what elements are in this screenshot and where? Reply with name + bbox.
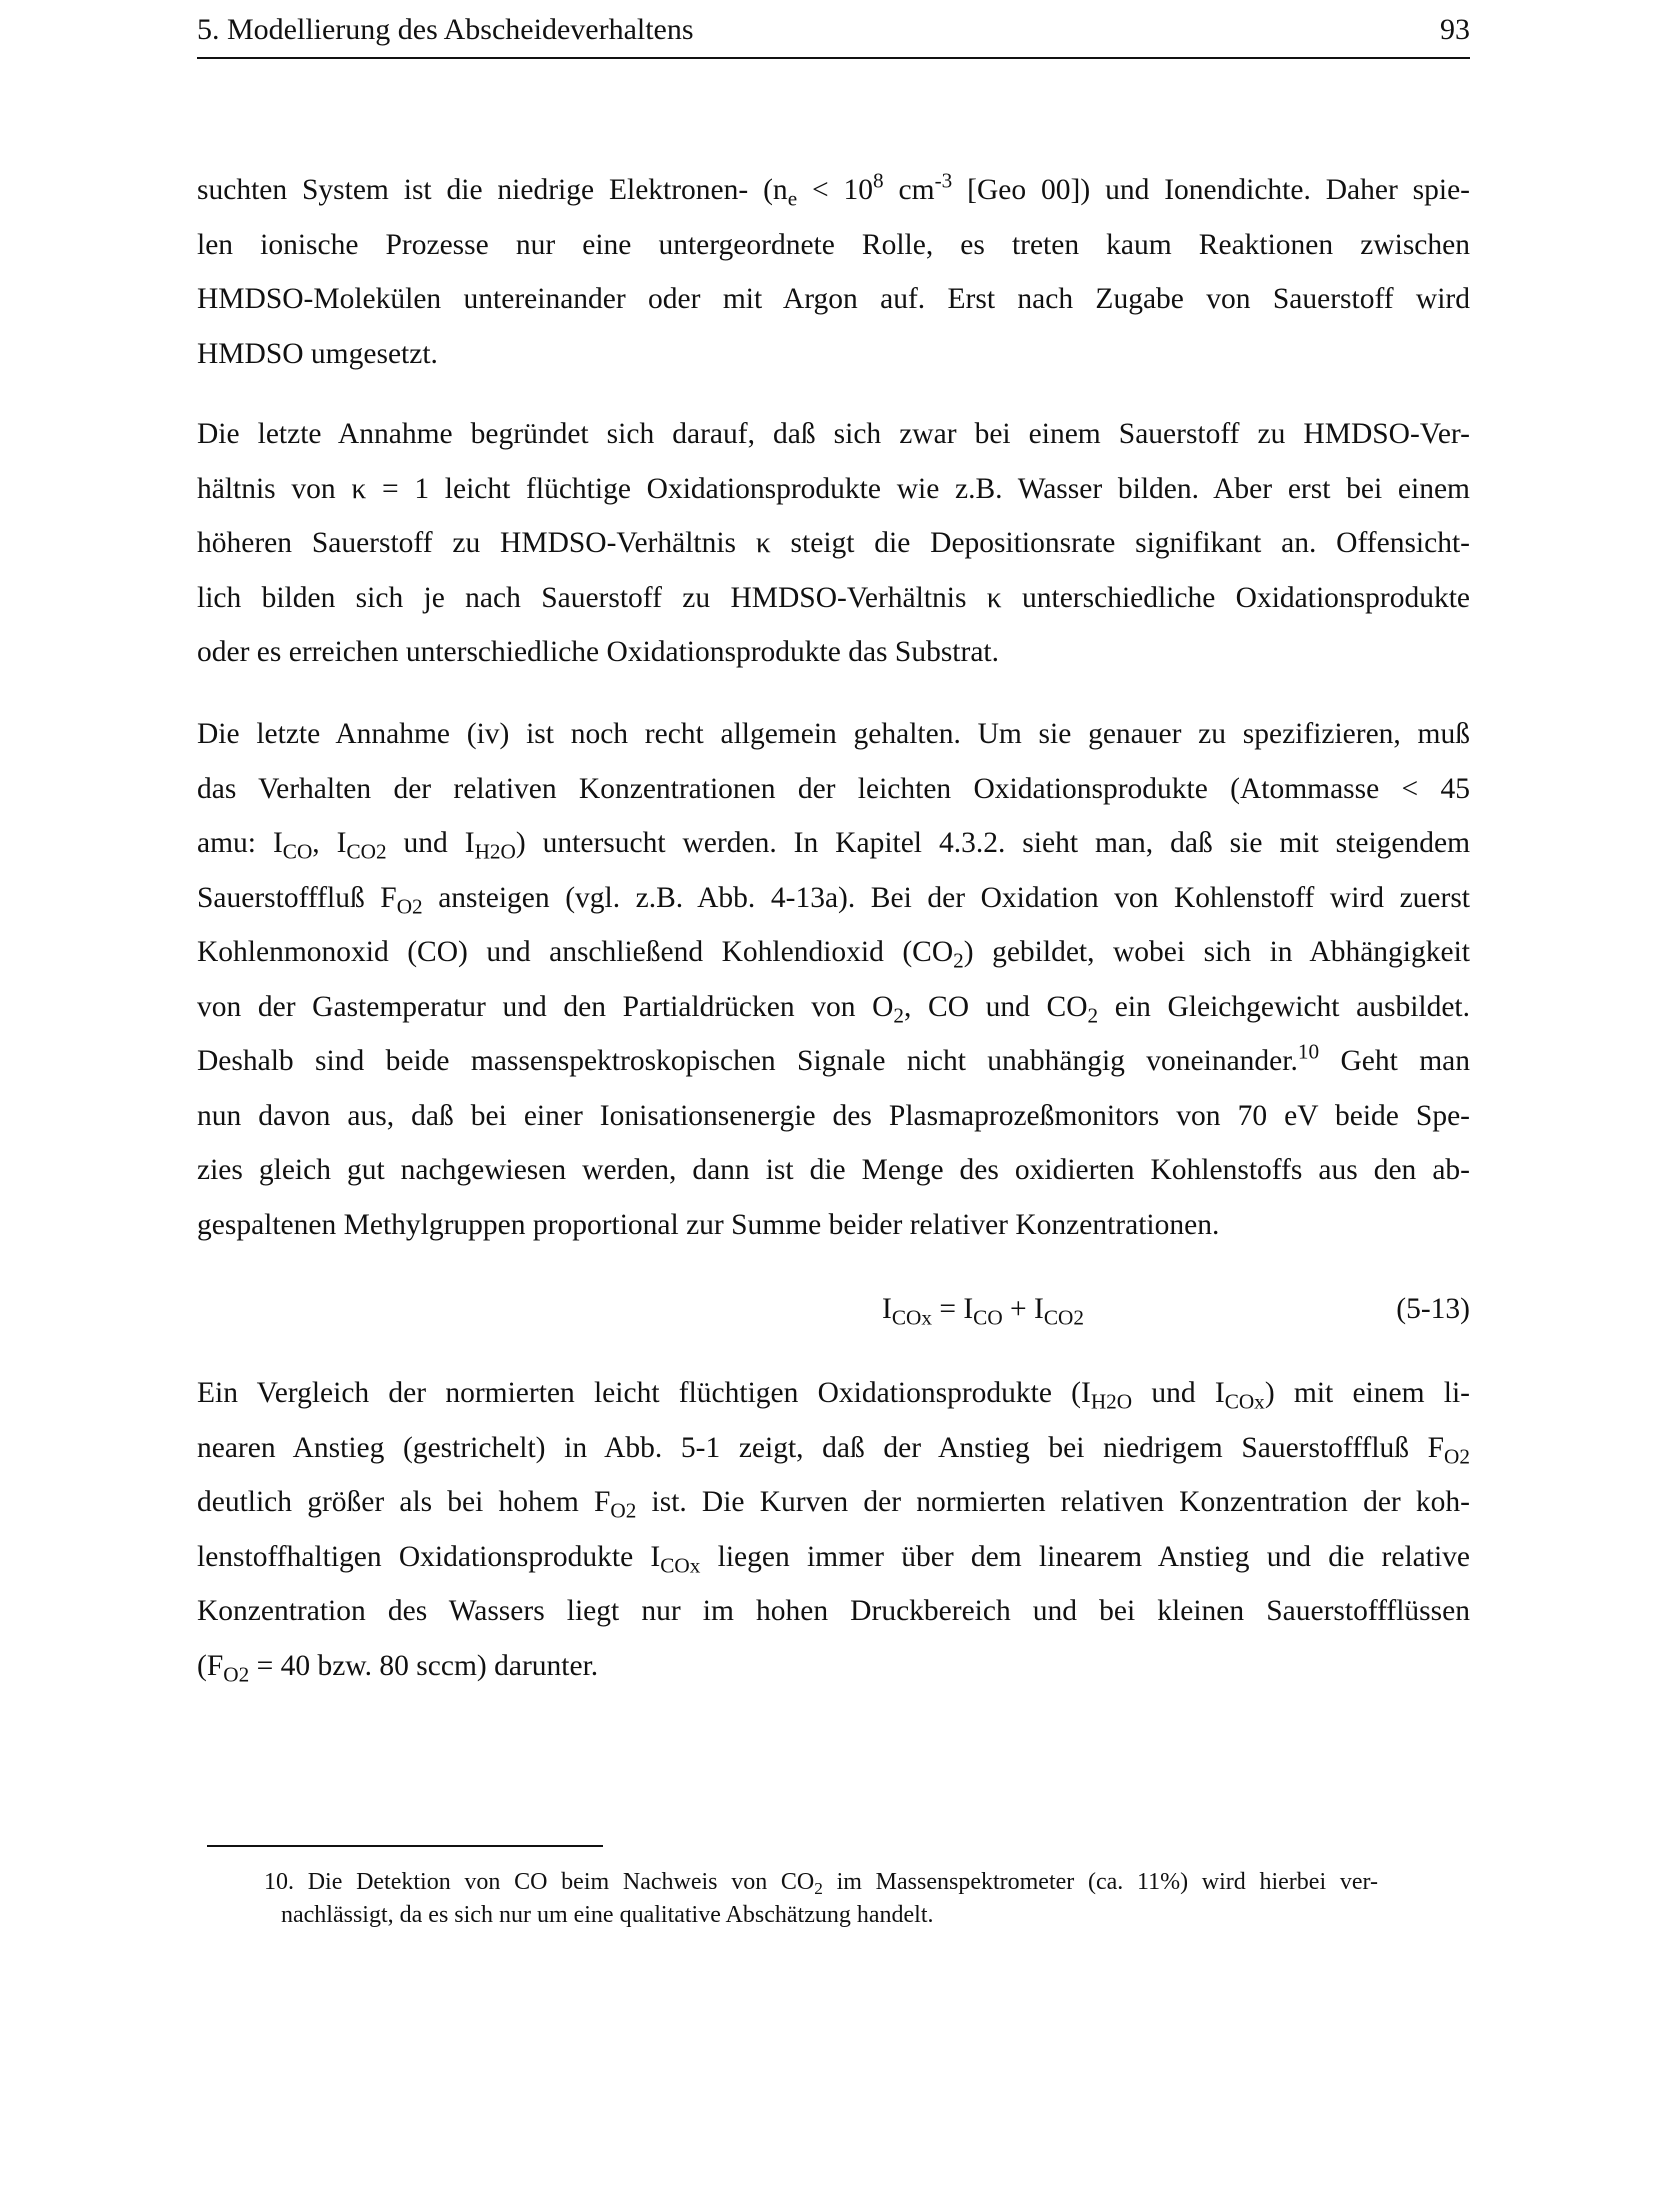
superscript: 8: [873, 168, 884, 193]
text-run: = I: [931, 1293, 974, 1325]
text-line: [197, 571, 1470, 626]
text-run: cm: [883, 174, 935, 206]
page-number: 93: [1440, 13, 1470, 46]
text-run: (F: [197, 1649, 224, 1682]
superscript: -3: [934, 168, 953, 193]
equation-formula: [882, 1282, 1084, 1337]
text-run: amu: I: [197, 827, 283, 859]
paragraph-1: [197, 163, 1470, 381]
text-run: [Geo 00]) und Ionendichte. Daher spie-: [952, 174, 1471, 206]
text-line: [197, 462, 1470, 517]
text-run: Die letzte Annahme begründet sich darauf, daß sich zwar bei einem Sauerstoff zu HMDSO-Ver-: [197, 418, 1470, 450]
text-run: nachlässigt, da es sich nur um eine qualitative Abschätzung handelt.: [281, 1902, 934, 1928]
text-run: Ein Vergleich der normierten leicht flüchtigen Oxidationsprodukte (I: [197, 1377, 1091, 1409]
subscript: 2: [893, 1002, 905, 1027]
text-run: im Massenspektrometer (ca. 11%) wird hierbei ver-: [822, 1869, 1378, 1895]
text-run: nearen Anstieg (gestrichelt) in Abb. 5-1 zeigt, daß der Anstieg bei niedrigem Sauerstofffluß F: [197, 1431, 1445, 1464]
text-line: [197, 1366, 1470, 1421]
text-line: [197, 516, 1470, 571]
text-run: len ionische Prozesse nur eine untergeordnete Rolle, es treten kaum Reaktionen zwischen: [197, 228, 1470, 261]
text-run: ) mit einem li-: [1264, 1377, 1470, 1409]
text-run: 10. Die Detektion von CO beim Nachweis von CO: [264, 1869, 815, 1895]
text-line: [197, 816, 1470, 871]
subscript: COx: [660, 1552, 701, 1577]
subscript: O2: [610, 1498, 637, 1523]
text-line: [197, 163, 1470, 218]
text-run: HMDSO-Molekülen untereinander oder mit Argon auf. Erst nach Zugabe von Sauerstoff wird: [197, 283, 1470, 315]
text-run: + I: [1002, 1293, 1044, 1325]
paragraph-4: [197, 1366, 1470, 1693]
subscript: COx: [1224, 1389, 1265, 1414]
chapter-title: 5. Modellierung des Abscheideverhaltens: [197, 13, 694, 46]
text-line: [197, 871, 1470, 926]
text-run: , CO und CO: [904, 990, 1088, 1023]
subscript: e: [787, 186, 798, 211]
subscript: 2: [814, 1879, 823, 1899]
text-run: lenstoffhaltigen Oxidationsprodukte I: [197, 1540, 661, 1573]
text-run: < 10: [797, 174, 874, 206]
text-run: gespaltenen Methylgruppen proportional zur Summe beider relativer Konzentrationen.: [197, 1208, 1220, 1241]
text-line: [197, 407, 1470, 462]
text-run: nun davon aus, daß bei einer Ionisationsenergie des Plasmaprozeßmonitors von 70 eV beide Spe-: [197, 1099, 1470, 1132]
text-run: = 40 bzw. 80 sccm) darunter.: [249, 1649, 599, 1682]
subscript: CO: [282, 839, 313, 864]
footnote-rule: [207, 1845, 603, 1847]
text-line: [197, 272, 1470, 327]
text-line: [197, 1198, 1470, 1253]
text-line: [197, 625, 1470, 680]
text-run: ) untersucht werden. In Kapitel 4.3.2. sieht man, daß sie mit steigendem: [515, 827, 1471, 859]
subscript: H2O: [1090, 1389, 1133, 1414]
subscript: CO2: [346, 839, 387, 864]
text-run: ein Gleichgewicht ausbildet.: [1098, 990, 1471, 1023]
text-run: oder es erreichen unterschiedliche Oxidationsprodukte das Substrat.: [197, 636, 999, 668]
subscript: H2O: [474, 839, 516, 864]
text-run: liegen immer über dem linearem Anstieg und die relative: [700, 1540, 1470, 1573]
text-line: [197, 1034, 1470, 1089]
text-run: von der Gastemperatur und den Partialdrücken von O: [197, 990, 894, 1023]
text-run: Geht man: [1319, 1045, 1470, 1077]
text-line: [197, 707, 1470, 762]
text-run: ist. Die Kurven der normierten relativen Konzentration der koh-: [636, 1486, 1470, 1518]
text-run: und I: [1132, 1377, 1225, 1409]
subscript: 2: [1087, 1002, 1099, 1027]
equation-5-13: [197, 1282, 1470, 1337]
text-run: höheren Sauerstoff zu HMDSO-Verhältnis κ steigt die Depositionsrate signifikant an. Offensicht-: [197, 527, 1470, 559]
text-run: ) gebildet, wobei sich in Abhängigkeit: [963, 936, 1470, 968]
text-line: [197, 925, 1470, 980]
text-line: [264, 1866, 1378, 1899]
subscript: O2: [396, 893, 423, 918]
text-line: [197, 1639, 1470, 1694]
text-line: [197, 762, 1470, 817]
paragraph-3: [197, 707, 1470, 1252]
equation-number: (5-13): [1396, 1293, 1470, 1325]
text-run: I: [882, 1293, 892, 1325]
subscript: 2: [953, 948, 964, 973]
text-run: das Verhalten der relativen Konzentrationen der leichten Oxidationsprodukte (Atommasse < 45: [197, 772, 1470, 805]
text-line: [197, 327, 1470, 382]
superscript: 10: [1297, 1039, 1320, 1064]
text-line: [197, 1143, 1470, 1198]
footnote-10: [264, 1866, 1378, 1932]
text-run: und I: [386, 827, 475, 859]
text-run: HMDSO umgesetzt.: [197, 337, 438, 370]
subscript: O2: [1444, 1443, 1470, 1468]
text-run: Konzentration des Wassers liegt nur im hohen Druckbereich und bei kleinen Sauerstoffflüssen: [197, 1595, 1470, 1627]
text-run: , I: [312, 827, 347, 859]
text-line: [197, 980, 1470, 1035]
text-run: deutlich größer als bei hohem F: [197, 1486, 611, 1518]
text-line: [197, 218, 1470, 273]
text-line: [197, 1584, 1470, 1639]
running-header: [197, 10, 1470, 50]
text-line: [197, 1475, 1470, 1530]
text-run: ansteigen (vgl. z.B. Abb. 4-13a). Bei der Oxidation von Kohlenstoff wird zuerst: [422, 881, 1471, 914]
text-run: lich bilden sich je nach Sauerstoff zu HMDSO-Verhältnis κ unterschiedliche Oxidationsprodukte: [197, 581, 1470, 614]
paragraph-2: [197, 407, 1470, 680]
header-rule: [197, 57, 1470, 59]
text-run: Deshalb sind beide massenspektroskopischen Signale nicht unabhängig voneinander.: [197, 1045, 1298, 1077]
text-run: Die letzte Annahme (iv) ist noch recht allgemein gehalten. Um sie genauer zu spezifizieren, muß: [197, 718, 1470, 750]
text-run: Kohlenmonoxid (CO) und anschließend Kohlendioxid (CO: [197, 936, 954, 968]
subscript: O2: [223, 1661, 250, 1686]
text-line: [264, 1899, 1378, 1932]
subscript: COx: [891, 1305, 932, 1330]
text-run: zies gleich gut nachgewiesen werden, dann ist die Menge des oxidierten Kohlenstoffs aus den ab-: [197, 1154, 1470, 1186]
text-line: [197, 1089, 1470, 1144]
text-run: Sauerstofffluß F: [197, 881, 397, 914]
subscript: CO: [973, 1305, 1003, 1330]
text-line: [197, 1530, 1470, 1585]
text-run: suchten System ist die niedrige Elektronen- (n: [197, 174, 788, 206]
text-line: [197, 1421, 1470, 1476]
subscript: CO2: [1043, 1305, 1085, 1330]
text-run: hältnis von κ = 1 leicht flüchtige Oxidationsprodukte wie z.B. Wasser bilden. Aber erst bei einem: [197, 472, 1470, 505]
